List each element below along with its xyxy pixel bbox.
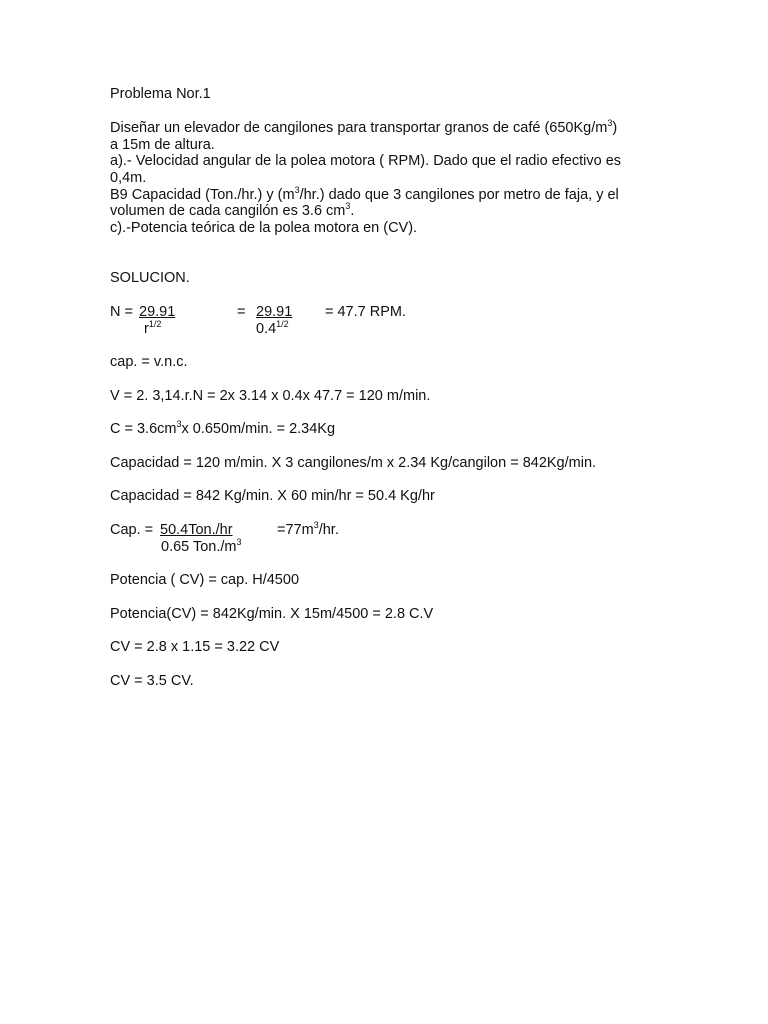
power-calc: Potencia(CV) = 842Kg/min. X 15m/4500 = 2.8 C.V: [110, 606, 434, 622]
statement-line-3: a).- Velocidad angular de la polea motora ( RPM). Dado que el radio efectivo es: [110, 153, 622, 169]
statement-line-6-end: .: [350, 203, 355, 219]
cubic-superscript: 3: [176, 419, 182, 429]
cubic-superscript: 3: [607, 118, 613, 128]
power-formula: Potencia ( CV) = cap. H/4500: [110, 572, 300, 588]
cv-factor-calc: CV = 2.8 x 1.15 = 3.22 CV: [110, 639, 280, 655]
capacity-calc-1: Capacidad = 120 m/min. X 3 cangilones/m x 2.34 Kg/cangilon = 842Kg/min.: [110, 455, 597, 471]
cap-formula: cap. = v.n.c.: [110, 354, 188, 370]
cubic-superscript: 3: [236, 537, 242, 547]
cap-volume-denominator: [161, 539, 242, 556]
c-calc-text: C = 3.6cm: [110, 421, 177, 437]
cubic-superscript: 3: [294, 185, 300, 195]
capacity-calc-2: Capacidad = 842 Kg/min. X 60 min/hr = 50.4 Kg/hr: [110, 488, 435, 504]
solution-heading: SOLUCION.: [110, 270, 190, 286]
cubic-superscript: 3: [345, 201, 351, 211]
rpm-denominator-2: [256, 321, 289, 338]
velocity-calc: V = 2. 3,14.r.N = 2x 3.14 x 0.4x 47.7 = 120 m/min.: [110, 388, 431, 404]
rpm-denominator-1: [144, 321, 161, 338]
rpm-lhs: N =: [110, 304, 133, 320]
rpm-result: = 47.7 RPM.: [325, 304, 406, 320]
statement-line-7: c).-Potencia teórica de la polea motora en (CV).: [110, 220, 418, 236]
half-exponent: 1/2: [148, 319, 162, 329]
statement-line-5: [110, 187, 619, 204]
statement-line-4: 0,4m.: [110, 170, 147, 186]
rpm-numerator-2: 29.91: [256, 304, 293, 320]
statement-line-6: [110, 203, 354, 220]
statement-line-6-text: volumen de cada cangilón es 3.6 cm: [110, 203, 346, 219]
cap-volume-denominator-text: 0.65 Ton./m: [161, 539, 237, 555]
c-calc-end: x 0.650m/min. = 2.34Kg: [181, 421, 336, 437]
rpm-equals-1: =: [237, 304, 246, 320]
statement-line-2: a 15m de altura.: [110, 137, 215, 153]
statement-line-1-end: ): [612, 120, 618, 136]
c-calc: [110, 421, 335, 438]
cubic-superscript: 3: [313, 520, 319, 530]
cap-volume-result-text: =77m: [277, 522, 314, 538]
cv-final-result: CV = 3.5 CV.: [110, 673, 194, 689]
cap-volume-result: [277, 522, 339, 539]
problem-title: Problema Nor.1: [110, 86, 211, 102]
radius-value: 0.4: [256, 321, 277, 337]
cap-volume-result-end: /hr.: [318, 522, 339, 538]
rpm-numerator-1: 29.91: [139, 304, 176, 320]
statement-line-1: [110, 120, 617, 137]
cap-volume-lhs: Cap. =: [110, 522, 154, 538]
cap-volume-numerator: 50.4Ton./hr: [160, 522, 233, 538]
statement-line-5-end: /hr.) dado que 3 cangilones por metro de faja, y el: [299, 187, 619, 203]
radius-symbol: r: [144, 321, 149, 337]
statement-line-5-text: B9 Capacidad (Ton./hr.) y (m: [110, 187, 295, 203]
statement-line-1-text: Diseñar un elevador de cangilones para transportar granos de café (650Kg/m: [110, 120, 608, 136]
half-exponent: 1/2: [276, 319, 289, 329]
